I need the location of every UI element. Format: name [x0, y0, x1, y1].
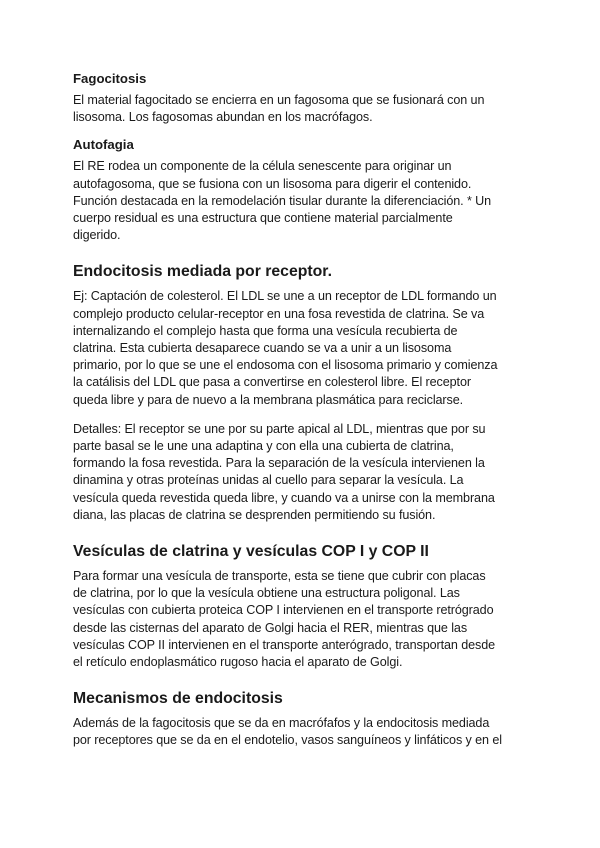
heading-endocitosis-receptor: Endocitosis mediada por receptor. — [73, 263, 332, 281]
spacer — [73, 126, 523, 136]
paragraph-endocitosis-detalles: Detalles: El receptor se une por su parte apical al LDL, mientras que por su parte basal se le une una adaptina y con ella una cubierta de clatrina, formando la fosa revestida. Para la separación de la vesícula intervienen la dinamina y otras proteínas unidas al cuello para separar la vesícula. La vesícula queda revestida queda libre, y cuando va a unirse con la membrana diana, las placas de clatrina se desprenden permitiendo su fusión. — [73, 421, 495, 522]
spacer — [73, 409, 523, 421]
spacer — [73, 244, 523, 262]
document-page — [73, 70, 523, 750]
spacer — [73, 671, 523, 689]
heading-vesiculas: Vesículas de clatrina y vesículas COP I y COP II — [73, 543, 429, 561]
paragraph-fagocitosis: El material fagocitado se encierra en un fagosoma que se fusionará con un lisosoma. Los fagosomas abundan en los macrófagos. — [73, 93, 485, 125]
paragraph-mecanismos: Además de la fagocitosis que se da en macrófafos y la endocitosis mediada por receptores que se da en el endotelio, vasos sanguíneos y linfáticos y en el — [73, 716, 502, 748]
spacer — [73, 524, 523, 542]
paragraph-vesiculas: Para formar una vesícula de transporte, esta se tiene que cubrir con placas de clatrina, por lo que la vesícula obtiene una estructura poligonal. Las vesículas con cubierta proteica COP I intervienen en el transporte retrógrado desde las cisternas del aparato de Golgi hacia el RER, mientras que las vesículas COP II intervienen en el transporte anterógrado, transportan desde el retículo endoplasmático rugoso hacia el aparato de Golgi. — [73, 569, 496, 670]
heading-mecanismos: Mecanismos de endocitosis — [73, 690, 283, 708]
paragraph-autofagia: El RE rodea un componente de la célula senescente para originar un autofagosoma, que se fusiona con un lisosoma para digerir el contenido. Función destacada en la remodelación tisular durante la diferenciación. * Un cuerpo residual es una estructura que contiene material parcialmente digerido. — [73, 159, 492, 243]
heading-fagocitosis: Fagocitosis — [73, 71, 147, 86]
heading-autofagia: Autofagia — [73, 137, 134, 153]
paragraph-endocitosis-ejemplo: Ej: Captación de colesterol. El LDL se une a un receptor de LDL formando un complejo producto celular-receptor en una fosa revestida de clatrina. Se va internalizando el complejo hasta que forma una vesícula recubierta de clatrina. Esta cubierta desaparece cuando se va a unir a un lisosoma primario, por lo que se une el endosoma con el lisosoma primario y comienza la catálisis del LDL que pasa a convertirse en colesterol libre. El receptor queda libre y para de nuevo a la membrana plasmática para reciclarse. — [73, 289, 498, 407]
